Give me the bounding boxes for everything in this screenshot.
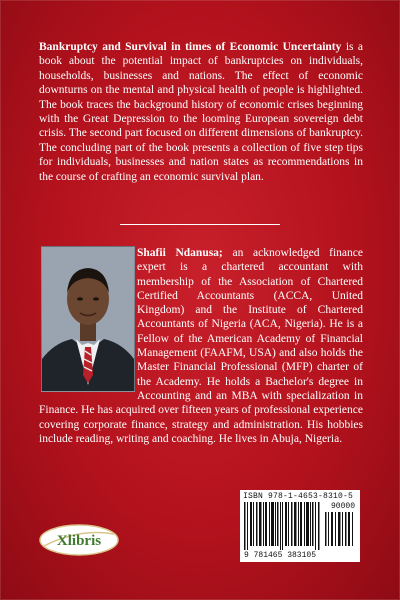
author-bio [39, 246, 363, 446]
isbn-number: ISBN 978-1-4653-8310-5 [243, 492, 354, 501]
author-bio-text: an acknowledged finance expert is a chartered accountant with membership of the Association of Chartered Certified Accountants (ACCA, United Kingdom) and the Institute of Chartered Accountants of Nigeria (ACA, Nigeria). He is a Fellow of the American Academy of Financial Management (FAAFM, USA) and also holds the Master Financial Professional (MFP) charter of the Academy. He holds a Bachelor's degree in Accounting and an MBA with specialization in Finance. He has acquired over fifteen years of professional experience covering corporate finance, strategy and administration. His hobbies include reading, writing and coaching. He lives in Abuja, Nigeria. [39, 247, 363, 445]
publisher-logo-text: Xlibris [56, 533, 102, 549]
barcode-digits: 9 781465 383105 [244, 551, 317, 560]
book-description [39, 40, 363, 184]
price-addon-number: 90000 [330, 502, 355, 511]
addon-barcode-bars [325, 512, 355, 546]
section-divider [120, 224, 280, 225]
author-name: Shafii Ndanusa; [137, 247, 223, 259]
book-description-text: is a book about the potential impact of bankruptcies on individuals, households, businesses and nations. The effect of economic downturns on the mental and physical health of people is highlighted. The book traces the background history of economic crises beginning with the Great Depression to the looming European sovereign debt crisis. The second part focused on different dimensions of bankruptcy. The concluding part of the book presents a collection of five step tips for individuals, businesses and nation states as recommendations in the course of crafting an economic survival plan. [39, 41, 363, 183]
isbn-barcode [240, 490, 360, 562]
book-title: Bankruptcy and Survival in times of Economic Uncertainty [39, 41, 342, 53]
xlibris-logo [38, 520, 120, 560]
barcode-bars [244, 502, 322, 550]
